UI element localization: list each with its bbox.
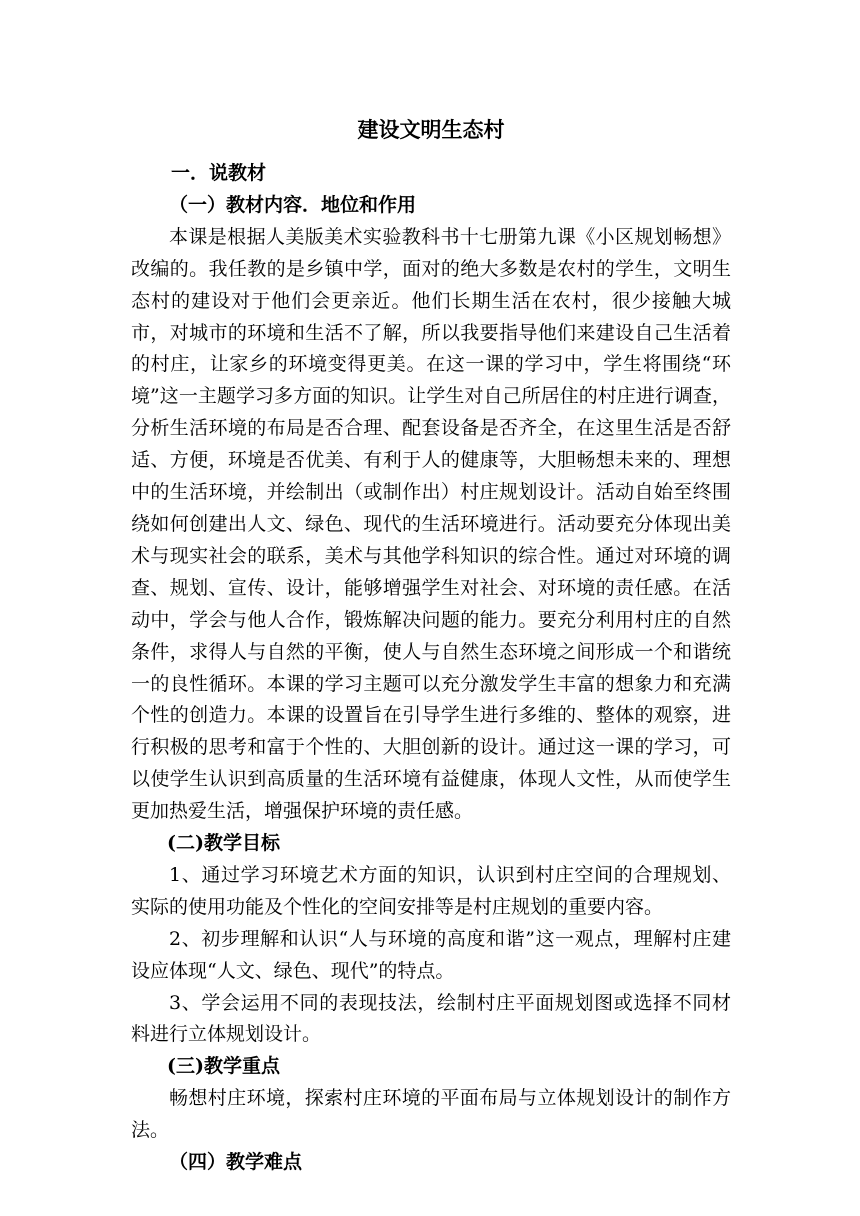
subsection-heading-teaching-goals: (二)教学目标	[167, 832, 280, 855]
paragraph-key-points: 畅想村庄环境，探索村庄环境的平面布局与立体规划设计的制作方法。	[131, 1087, 731, 1142]
goal-item-1: 1、通过学习环境艺术方面的知识，认识到村庄空间的合理规划、实际的使用功能及个性化的空间安排等是村庄规划的重要内容。	[131, 863, 731, 918]
paragraph-content-position: 本课是根据人美版美术实验教科书十七册第九课《小区规划畅想》改编的。我任教的是乡镇中学，面对的绝大多数是农村的学生，文明生态村的建设对于他们会更亲近。他们长期生活在农村，很少接触大城市，对城市的环境和生活不了解，所以我要指导他们来建设自己生活着的村庄，让家乡的环境变得更美。在这一课的学习中，学生将围绕“环境”这一主题学习多方面的知识。让学生对自己所居住的村庄进行调查，分析生活环境的布局是否合理、配套设备是否齐全，在这里生活是否舒适、方便，环境是否优美、有利于人的健康等，大胆畅想未来的、理想中的生活环境，并绘制出（或制作出）村庄规划设计。活动自始至终围绕如何创建出人文、绿色、现代的生活环境进行。活动要充分体现出美术与现实社会的联系，美术与其他学科知识的综合性。通过对环境的调查、规划、宣传、设计，能够增强学生对社会、对环境的责任感。在活动中，学会与他人合作，锻炼解决问题的能力。要充分利用村庄的自然条件，求得人与自然的平衡，使人与自然生态环境之间形成一个和谐统一的良性循环。本课的学习主题可以充分激发学生丰富的想象力和充满个性的创造力。本课的设置旨在引导学生进行多维的、整体的观察，进行积极的思考和富于个性的、大胆创新的设计。通过这一课的学习，可以使学生认识到高质量的生活环境有益健康，体现人文性，从而使学生更加热爱生活，增强保护环境的责任感。	[131, 225, 731, 823]
document-title: 建设文明生态村	[357, 117, 505, 142]
subsection-heading-content-position: （一）教材内容．地位和作用	[169, 193, 417, 216]
goal-item-2: 2、初步理解和认识“人与环境的高度和谐”这一观点，理解村庄建设应体现“人文、绿色、现代”的特点。	[131, 927, 731, 982]
document-body	[131, 108, 731, 1179]
subsection-heading-difficulties: （四）教学难点	[169, 1151, 303, 1174]
section-heading-1: 一．说教材	[171, 162, 267, 184]
goal-item-3: 3、学会运用不同的表现技法，绘制村庄平面规划图或选择不同材料进行立体规划设计。	[131, 991, 731, 1046]
subsection-heading-key-points: (三)教学重点	[167, 1055, 280, 1078]
